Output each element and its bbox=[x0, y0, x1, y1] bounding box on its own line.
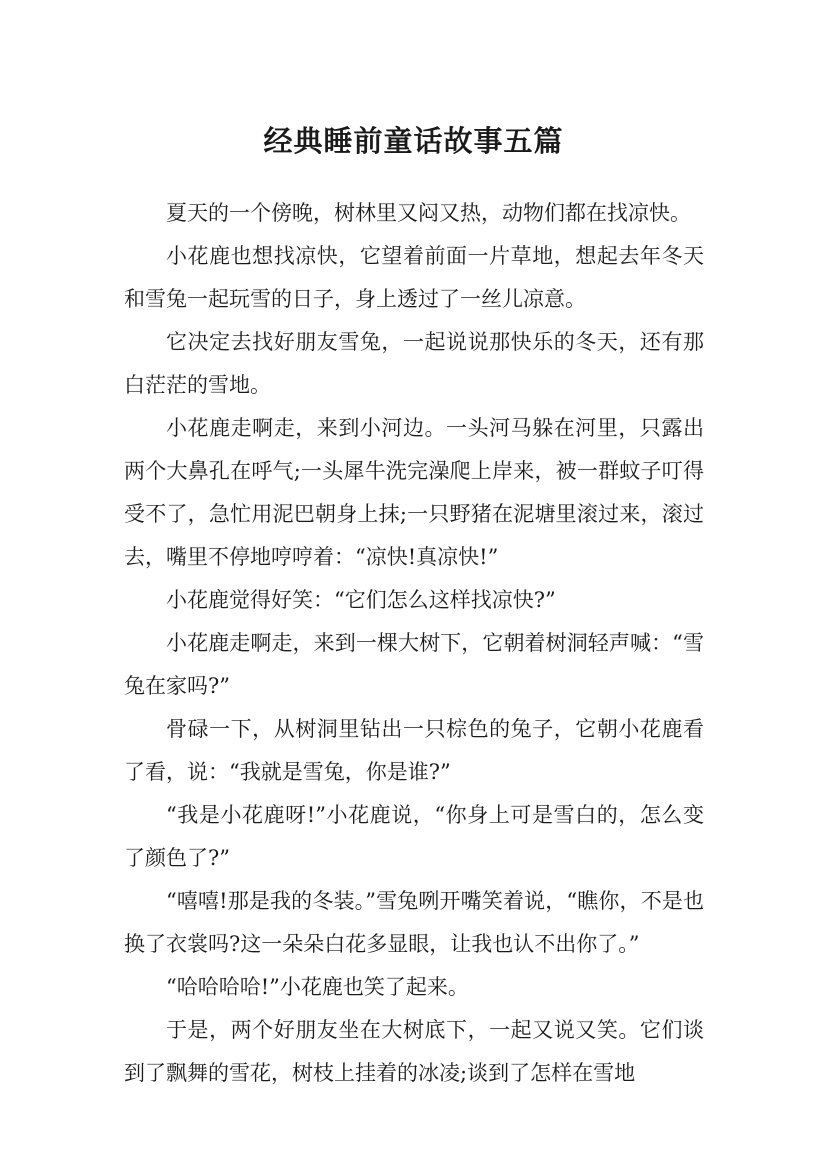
paragraph-3: 它决定去找好朋友雪兔，一起说说那快乐的冬天，还有那白茫茫的雪地。 bbox=[124, 330, 704, 397]
document-title: 经典睡前童话故事五篇 bbox=[263, 124, 564, 159]
paragraph-9: “嘻嘻!那是我的冬装。”雪兔咧开嘴笑着说，“瞧你，不是也换了衣裳吗?这一朵朵白花多显眼，让我也认不出你了。” bbox=[124, 889, 704, 956]
paragraph-7: 骨碌一下，从树洞里钻出一只棕色的兔子，它朝小花鹿看了看，说：“我就是雪兔，你是谁?” bbox=[124, 717, 704, 784]
paragraph-4: 小花鹿走啊走，来到小河边。一头河马躲在河里，只露出两个大鼻孔在呼气;一头犀牛洗完澡爬上岸来，被一群蚊子叮得受不了，急忙用泥巴朝身上抹;一只野猪在泥塘里滚过来，滚过去，嘴里不停地哼哼着：“凉快!真凉快!” bbox=[124, 416, 704, 569]
paragraph-2: 小花鹿也想找凉快，它望着前面一片草地，想起去年冬天和雪兔一起玩雪的日子，身上透过了一丝儿凉意。 bbox=[124, 244, 704, 311]
document-body bbox=[124, 192, 704, 1095]
paragraph-8: “我是小花鹿呀!”小花鹿说，“你身上可是雪白的，怎么变了颜色了?” bbox=[124, 803, 704, 870]
paragraph-6: 小花鹿走啊走，来到一棵大树下，它朝着树洞轻声喊：“雪兔在家吗?” bbox=[124, 631, 704, 698]
paragraph-11: 于是，两个好朋友坐在大树底下，一起又说又笑。它们谈到了飘舞的雪花，树枝上挂着的冰凌;谈到了怎样在雪地 bbox=[124, 1018, 704, 1085]
paragraph-1: 夏天的一个傍晚，树林里又闷又热，动物们都在找凉快。 bbox=[166, 201, 691, 225]
paragraph-10: “哈哈哈哈!”小花鹿也笑了起来。 bbox=[166, 975, 469, 999]
paragraph-5: 小花鹿觉得好笑：“它们怎么这样找凉快?” bbox=[166, 588, 556, 612]
